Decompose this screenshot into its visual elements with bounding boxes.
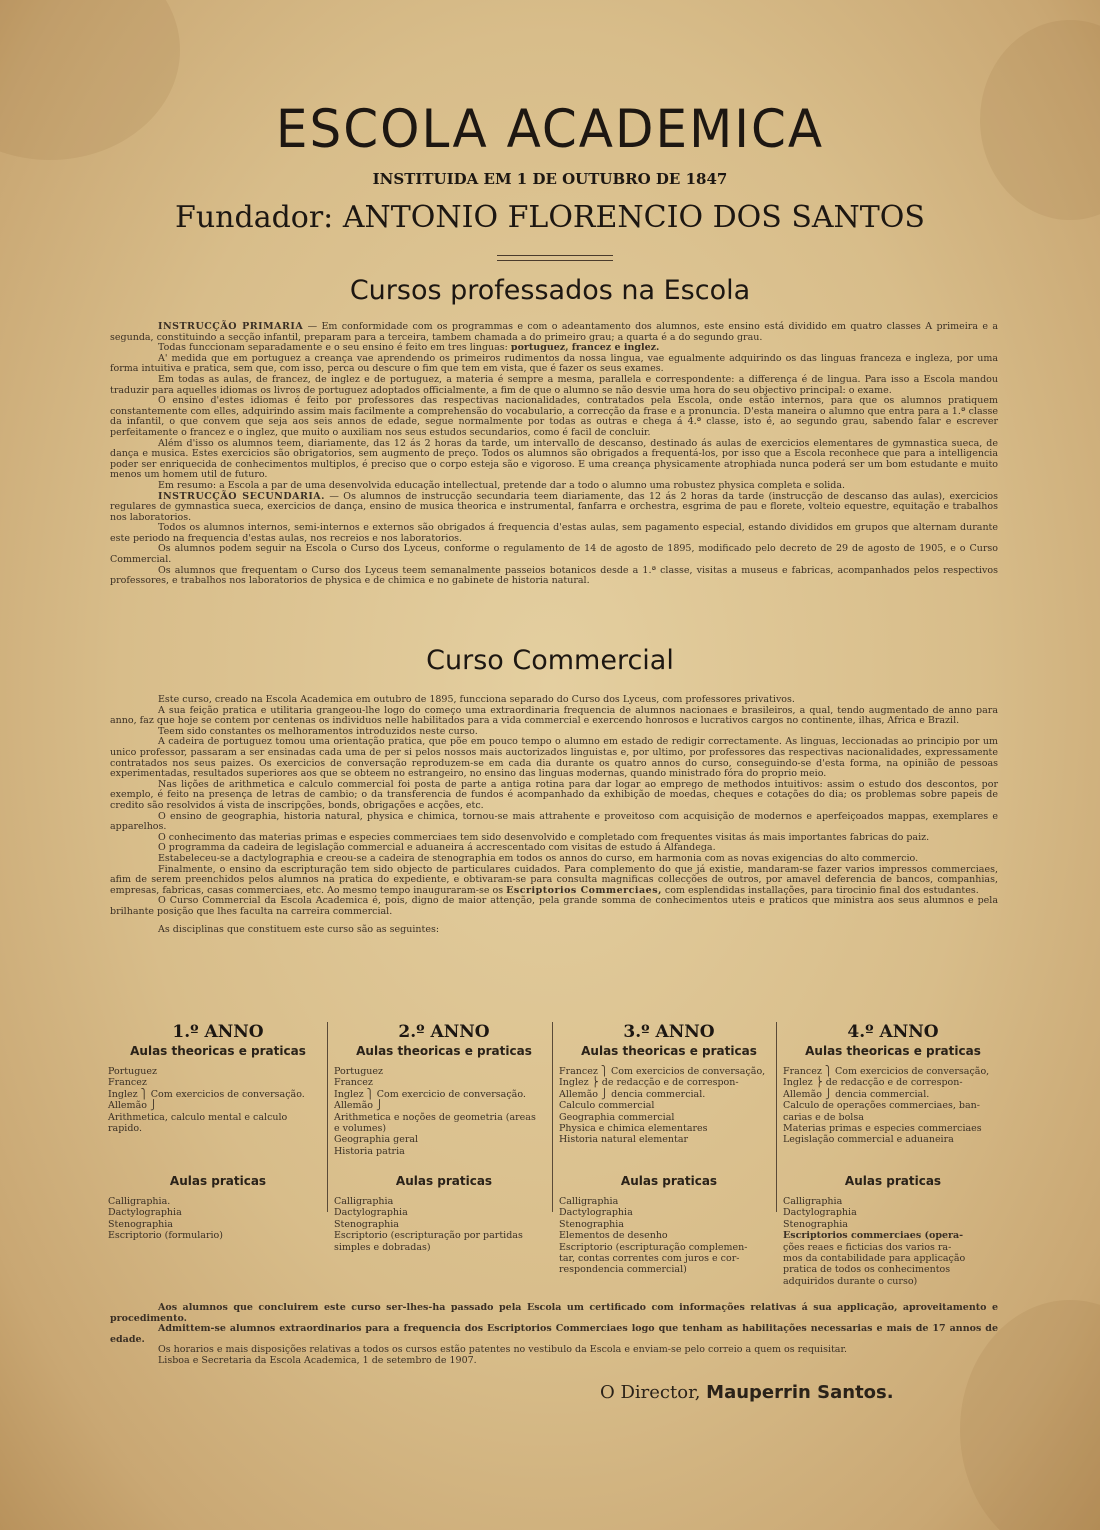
signature-prefix: O Director, <box>600 1382 701 1403</box>
paragraph: Nas lições de arithmetica e calculo commercial foi posta de parte a antiga rotina para dar logar ao emprego de methodos intuitivos: assim o estudo dos descontos, por exemplo, é feito na presença de letras de cambio; o da transferencia de fundos é acompanhado da exhibição de moedas, cheques e cotações do dia; os problemas sobre papeis de credito são resolvidos á vista de inscripções, bonds, obrigações e acções, etc. <box>110 778 998 811</box>
year-column-4 <box>783 1022 1003 1287</box>
paragraph: Além d'isso os alumnos teem, diariamente, das 12 ás 2 horas da tarde, um intervallo de descanso, destinado ás aulas de exercicios elementares de gymnastica sueca, de dança e musica. Estes exercicios são obrigatorios, sem augmento de preço. Todos os alumnos são obrigados a frequentá-los, por isso que a Escola reconhece que para a intelligencia poder ser enriquecida de conhecimentos multiplos, é preciso que o corpo esteja são e vigoroso. E uma creança physicamente atrophiada nunca poderá ser um bom estudante e muito menos um homem util de futuro. <box>110 437 998 481</box>
admission-note: Admittem-se alumnos extraordinarios para a frequencia dos Escriptorios Commerciaes logo que tenham as habilitações necessarias e mais de 17 annos de edade. <box>110 1323 998 1345</box>
practice-list: Calligraphia. Dactylographia Stenographia Escriptorio (formulario) <box>108 1196 223 1242</box>
label-secundaria: INSTRUCÇÃO SECUNDARIA. <box>158 490 325 502</box>
practice-list: Calligraphia Dactylographia Stenographia Escriptorio (escripturação por partidas simples e dobradas) <box>334 1196 523 1253</box>
paragraph: A sua feição pratica e utilitaria grangeou-lhe logo do começo uma extraordinaria frequencia de alumnos nacionaes e brasileiros, a qual, tendo augmentado de anno para anno, faz que hoje se contem por centenas os individuos nelle habilitados para a vida commercial e exercendo honrosos e lucrativos cargos no continente, ilhas, Africa e Brazil. <box>110 704 998 727</box>
paragraph: A' medida que em portuguez a creança vae aprendendo os primeiros rudimentos da nossa lingua, vae egualmente adquirindo os das linguas franceza e ingleza, por uma forma intuitiva e pratica, sem que, com isso, perca ou descure o fim que tem em vista, que é fazer os seus exames. <box>110 352 998 375</box>
practice-list: Calligraphia Dactylographia Stenographia Elementos de desenho Escriptorio (escripturação complemen- tar, contas correntes com juros e cor- respondencia commercial) <box>559 1196 748 1276</box>
paragraph: O ensino de geographia, historia natural, physica e chimica, tornou-se mais attrahente e proveitoso com acquisição de modernos e aperfeiçoados mappas, exemplares e apparelhos. <box>110 810 998 833</box>
course-years-table <box>104 1022 1004 1287</box>
founder-line: Fundador: ANTONIO FLORENCIO DOS SANTOS <box>175 200 925 235</box>
date-line: Lisboa e Secretaria da Escola Academica, 1 de setembro de 1907. <box>158 1354 477 1366</box>
paragraph: Teem sido constantes os melhoramentos introduzidos neste curso. <box>158 725 478 737</box>
paragraph: O Curso Commercial da Escola Academica é, pois, digno de maior attenção, pela grande somma de conhecimentos uteis e praticos que ministra aos seus alumnos e pela brilhante posição que lhes faculta na carreira commercial. <box>110 895 998 917</box>
year-title: 3.º ANNO <box>623 1022 715 1042</box>
practice-heading: Aulas praticas <box>169 1174 267 1188</box>
theory-list: Francez ⎫ Com exercicios de conversação, Inglez ⎬ de redacção e de correspon- Allemão ⎭ dencia commercial. Calculo commercial Geographia commercial Physica e chimica elementares Historia natural elementar <box>559 1066 766 1146</box>
footer-notes <box>110 1303 998 1367</box>
paragraph: Estabeleceu-se a dactylographia e creou-se a cadeira de stenographia em todos os annos do curso, em harmonia com as novas exigencias do alto commercio. <box>158 852 919 864</box>
paragraph: INSTRUCÇÃO PRIMARIA — Em conformidade com os programmas e com o adeantamento dos alumnos, este ensino está dividido em quatro classes A primeira e a segunda, constituindo a secção infantil, preparam para a terceira, tambem chamada a do primeiro grau; a quarta é a do segundo grau. <box>110 321 998 343</box>
ornamental-rule <box>497 255 613 261</box>
paragraph: O conhecimento das materias primas e especies commerciaes tem sido desenvolvido e completado com frequentes visitas ás mais importantes fabricas do paiz. <box>158 831 930 843</box>
column-divider <box>552 1022 553 1212</box>
paragraph: Os alumnos que frequentam o Curso dos Lyceus teem semanalmente passeios botanicos desde a 1.ª classe, visitas a museus e fabricas, acompanhados pelos respectivos professores, e trabalhos nos laboratorios de physica e de chimica e no gabinete de historia natural. <box>110 564 998 587</box>
theory-list: Portuguez Francez Inglez ⎫ Com exercicio de conversação. Allemão ⎭ Arithmetica e noções de geometria (areas e volumes) Geographia geral Historia patria <box>334 1066 536 1157</box>
theory-heading: Aulas theoricas e praticas <box>805 1044 981 1058</box>
practice-heading: Aulas praticas <box>844 1174 942 1188</box>
section-title-cursos: Cursos professados na Escola <box>349 275 751 306</box>
theory-heading: Aulas theoricas e praticas <box>356 1044 532 1058</box>
year-title: 2.º ANNO <box>398 1022 490 1042</box>
practice-list: Calligraphia Dactylographia Stenographia Escriptorios commerciaes (opera- ções reaes e ficticias dos varios ra- mos da contabilidade para applicação pratica de todos os conhecimentos adquiridos durante o curso) <box>783 1196 966 1287</box>
year-column-3 <box>559 1022 779 1282</box>
theory-list: Portuguez Francez Inglez ⎫ Com exercicios de conversação. Allemão ⎭ Arithmetica, calculo mental e calculo rapido. <box>108 1066 305 1135</box>
column-divider <box>776 1022 777 1212</box>
paragraph: INSTRUCÇÃO SECUNDARIA. — Os alumnos de instrucção secundaria teem diariamente, das 12 ás 2 horas da tarde (instrucção de descanso das aulas), exercicios regulares de gymnastica sueca, exercicios de dança, ensino de musica theorica e instrumental, fanfarra e orchestra, esgrima de pau e florete, volteio equestre, equitação e trabalhos nos laboratorios. <box>110 490 998 523</box>
section-cursos-body <box>110 322 998 587</box>
label-primaria: INSTRUCÇÃO PRIMARIA <box>158 321 304 332</box>
founding-date: INSTITUIDA EM 1 DE OUTUBRO DE 1847 <box>372 170 728 188</box>
section-title-commercial: Curso Commercial <box>426 645 674 676</box>
theory-list: Francez ⎫ Com exercicios de conversação, Inglez ⎬ de redacção e de correspon- Allemão ⎭ dencia commercial. Calculo de operações commerciaes, ban- carias e de bolsa Materias primas e especies commerciaes Legislação commercial e aduaneira <box>783 1066 990 1146</box>
director-name: Mauperrin Santos. <box>706 1382 894 1403</box>
paragraph: Todos os alumnos internos, semi-internos e externos são obrigados á frequencia d'estas aulas, sem pagamento especial, estando divididos em grupos que alternam durante este periodo na frequencia d'estas aulas, nos recreios e nos laboratorios. <box>110 522 998 544</box>
paragraph: Finalmente, o ensino da escripturação tem sido objecto de particulares cuidados. Para complemento do que já existie, mandaram-se fazer varios impressos commerciaes, afim de serem preenchidos pelos alumnos na pratica do expediente, e obtivaram-se para consulta magnificas collecções de outros, por amavel deferencia de bancos, companhias, empresas, fabricas, casas commerciaes, etc. Ao mesmo tempo inauguraram-se os Escriptorios Commerciaes, com esplendidas installações, para tirocinio final dos estudantes. <box>110 863 998 896</box>
schedule-note: Os horarios e mais disposições relativas a todos os cursos estão patentes no vestibulo da Escola e enviam-se pelo correio a quem os requisitar. <box>158 1344 847 1356</box>
paragraph: Todas funccionam separadamente e o seu ensino é feito em tres linguas: portuguez, francez e inglez. <box>158 342 660 354</box>
paragraph: As disciplinas que constituem este curso são as seguintes: <box>158 924 440 936</box>
year-title: 4.º ANNO <box>847 1022 939 1042</box>
practice-heading: Aulas praticas <box>395 1174 493 1188</box>
section-commercial-body <box>110 695 998 936</box>
paragraph: Em todas as aulas, de francez, de inglez e de portuguez, a materia é sempre a mesma, parallela e correspondente: a differença é de lingua. Para isso a Escola mandou traduzir para aquelles idiomas os livros de portuguez adoptados officialmente, a fim de que o alumno se não desvie uma hora do seu objectivo principal: o exame. <box>110 373 998 396</box>
paragraph: O ensino d'estes idiomas é feito por professores das respectivas nacionalidades, contratados pela Escola, onde estão internos, para que os alumnos pratiquem constantemente com elles, adquirindo assim mais facilmente a comprehensão do vocabulario, a correcção da frase e a pronuncia. D'esta maneira o alumno que entra para a 1.ª classe da infantil, o que convem que seja aos seis annos de edade, segue normalmente por todas as outras e chega á 4.ª classe, isto é, ao segundo grau, sabendo falar e escrever perfeitamente o francez e o inglez, que muito o auxiliam nos seus estudos secundarios, como é facil de concluir. <box>110 395 998 438</box>
column-divider <box>327 1022 328 1212</box>
year-title: 1.º ANNO <box>172 1022 264 1042</box>
practice-heading: Aulas praticas <box>620 1174 718 1188</box>
director-signature <box>600 1382 960 1403</box>
paragraph: O programma da cadeira de legislação commercial e aduaneira á accrescentado com visitas de estudo á Alfandega. <box>158 842 716 854</box>
year-column-2 <box>334 1022 554 1282</box>
school-title: ESCOLA ACADEMICA <box>275 98 825 160</box>
certificate-note: Aos alumnos que concluirem este curso ser-lhes-ha passado pela Escola um certificado com informações relativas á sua applicação, aproveitamento e procedimento. <box>110 1302 998 1324</box>
theory-heading: Aulas theoricas e praticas <box>581 1044 757 1058</box>
paragraph: Os alumnos podem seguir na Escola o Curso dos Lyceus, conforme o regulamento de 14 de agosto de 1895, modificado pelo decreto de 29 de agosto de 1905, e o Curso Commercial. <box>110 543 998 566</box>
paragraph: Em resumo: a Escola a par de uma desenvolvida educação intellectual, pretende dar a todo o alumno uma robustez physica completa e solida. <box>158 479 846 491</box>
year-column-1 <box>108 1022 328 1282</box>
theory-heading: Aulas theoricas e praticas <box>130 1044 306 1058</box>
paragraph: Este curso, creado na Escola Academica em outubro de 1895, funcciona separado do Curso dos Lyceus, com professores privativos. <box>158 694 795 705</box>
paragraph: A cadeira de portuguez tomou uma orientação pratica, que põe em pouco tempo o alumno em estado de redigir correctamente. As linguas, leccionadas ao principio por um unico professor, passaram a ser ensinadas cada uma de per si pelos nossos mais auctorizados linguistas e, por ultimo, por professores das respectivas nacionalidades, expressamente contratados nos seus paizes. Os exercicios de conversação reproduzem-se em cada dia durante os quatro annos do curso, conseguindo-se d'esta forma, na opinião de pessoas experimentadas, resultados superiores aos que se obteem no estrangeiro, no ensino das linguas modernas, quando ministrado fóra do proprio meio. <box>110 736 998 780</box>
